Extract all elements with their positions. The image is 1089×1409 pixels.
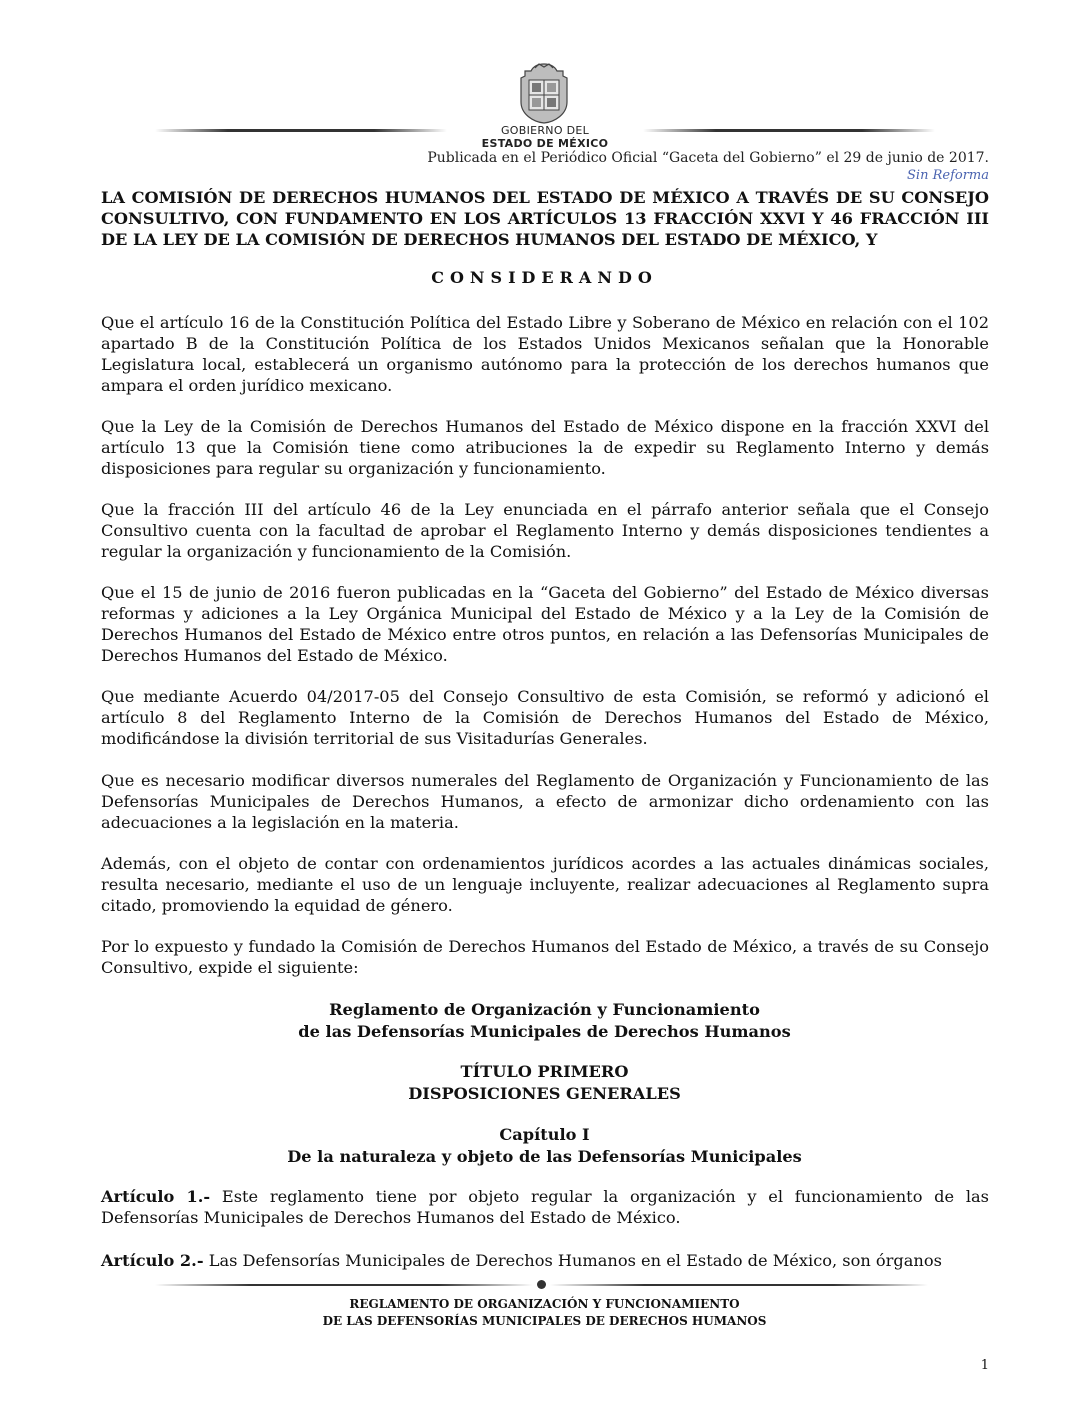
considerando-paragraph: Por lo expuesto y fundado la Comisión de Derechos Humanos del Estado de México, a través de su Consejo Consultivo, expide el siguiente: (101, 937, 989, 977)
article-2-text: Las Defensorías Municipales de Derechos Humanos en el Estado de México, son órganos (203, 1251, 942, 1270)
capitulo-heading-line1: Capítulo I (499, 1125, 590, 1144)
header-rule-left (155, 129, 447, 132)
titulo-heading-line2: DISPOSICIONES GENERALES (408, 1084, 681, 1103)
titulo-heading (0, 1061, 1089, 1105)
article-1-text: Este reglamento tiene por objeto regular la organización y el funcionamiento de las Defensorías Municipales de Derechos Humanos del Estado de México. (101, 1187, 989, 1227)
reglamento-title (0, 999, 1089, 1043)
capitulo-heading-line2: De la naturaleza y objeto de las Defensorías Municipales (287, 1147, 802, 1166)
footer-title (0, 1296, 1089, 1330)
footer-rule-left (155, 1284, 533, 1286)
article-1 (101, 1186, 989, 1228)
reglamento-title-line2: de las Defensorías Municipales de Derechos Humanos (298, 1022, 791, 1041)
government-name-line1: GOBIERNO DEL (500, 124, 590, 137)
considerando-heading: CONSIDERANDO (431, 268, 658, 287)
footer-rule-right (550, 1284, 928, 1286)
considerando-paragraph: Que es necesario modificar diversos numerales del Reglamento de Organización y Funcionamiento de las Defensorías Municipales de Derechos Humanos, a efecto de armonizar dicho ordenamiento con las adecuaciones a la legislación en la materia. (101, 771, 989, 832)
reglamento-title-line1: Reglamento de Organización y Funcionamiento (329, 1000, 760, 1019)
article-1-label: Artículo 1.- (101, 1187, 211, 1206)
article-2-label: Artículo 2.- (101, 1251, 204, 1270)
reform-status: Sin Reforma (907, 168, 989, 183)
considerando-paragraph: Que mediante Acuerdo 04/2017-05 del Consejo Consultivo de esta Comisión, se reformó y adicionó el artículo 8 del Reglamento Interno de la Comisión de Derechos Humanos del Estado de México, modificándose la división territorial de sus Visitadurías Generales. (101, 687, 989, 748)
footer-title-line1: REGLAMENTO DE ORGANIZACIÓN Y FUNCIONAMIENTO (349, 1297, 740, 1311)
intro-statement: LA COMISIÓN DE DERECHOS HUMANOS DEL ESTADO DE MÉXICO A TRAVÉS DE SU CONSEJO CONSULTIVO, CON FUNDAMENTO EN LOS ARTÍCULOS 13 FRACCIÓN XXVI Y 46 FRACCIÓN III DE LA LEY DE LA COMISIÓN DE DERECHOS HUMANOS DEL ESTADO DE MÉXICO, Y (101, 188, 989, 249)
article-2 (101, 1250, 989, 1271)
header-rule-right (643, 129, 935, 132)
publication-note: Publicada en el Periódico Oficial “Gaceta del Gobierno” el 29 de junio de 2017. (427, 150, 989, 166)
coat-of-arms-icon (515, 62, 573, 124)
considerando-paragraph: Que la fracción III del artículo 46 de la Ley enunciada en el párrafo anterior señala que el Consejo Consultivo cuenta con la facultad de aprobar el Reglamento Interno y demás disposiciones tendientes a regular la organización y funcionamiento de la Comisión. (101, 500, 989, 561)
considerando-paragraph: Que el artículo 16 de la Constitución Política del Estado Libre y Soberano de México en relación con el 102 apartado B de la Constitución Política de los Estados Unidos Mexicanos señalan que la Honorable Legislatura local, establecerá un organismo autónomo para la protección de los derechos humanos que ampara el orden jurídico mexicano. (101, 313, 989, 395)
government-name-line2: ESTADO DE MÉXICO (481, 137, 609, 150)
considerando-paragraph: Que el 15 de junio de 2016 fueron publicadas en la “Gaceta del Gobierno” del Estado de México diversas reformas y adiciones a la Ley Orgánica Municipal del Estado de México y a la Ley de la Comisión de Derechos Humanos del Estado de México entre otros puntos, en relación a las Defensorías Municipales de Derechos Humanos del Estado de México. (101, 583, 989, 665)
considerando-paragraph: Además, con el objeto de contar con ordenamientos jurídicos acordes a las actuales dinámicas sociales, resulta necesario, mediante el uso de un lenguaje incluyente, realizar adecuaciones al Reglamento supra citado, promoviendo la equidad de género. (101, 854, 989, 915)
capitulo-heading (0, 1124, 1089, 1168)
titulo-heading-line1: TÍTULO PRIMERO (460, 1062, 629, 1081)
considerando-paragraph: Que la Ley de la Comisión de Derechos Humanos del Estado de México dispone en la fracción XXVI del artículo 13 que la Comisión tiene como atribuciones la de expedir su Reglamento Interno y demás disposiciones para regular su organización y funcionamiento. (101, 417, 989, 478)
footer-title-line2: DE LAS DEFENSORÍAS MUNICIPALES DE DERECHOS HUMANOS (322, 1314, 767, 1328)
footer-dot-icon (537, 1280, 546, 1289)
page-number: 1 (980, 1358, 989, 1373)
